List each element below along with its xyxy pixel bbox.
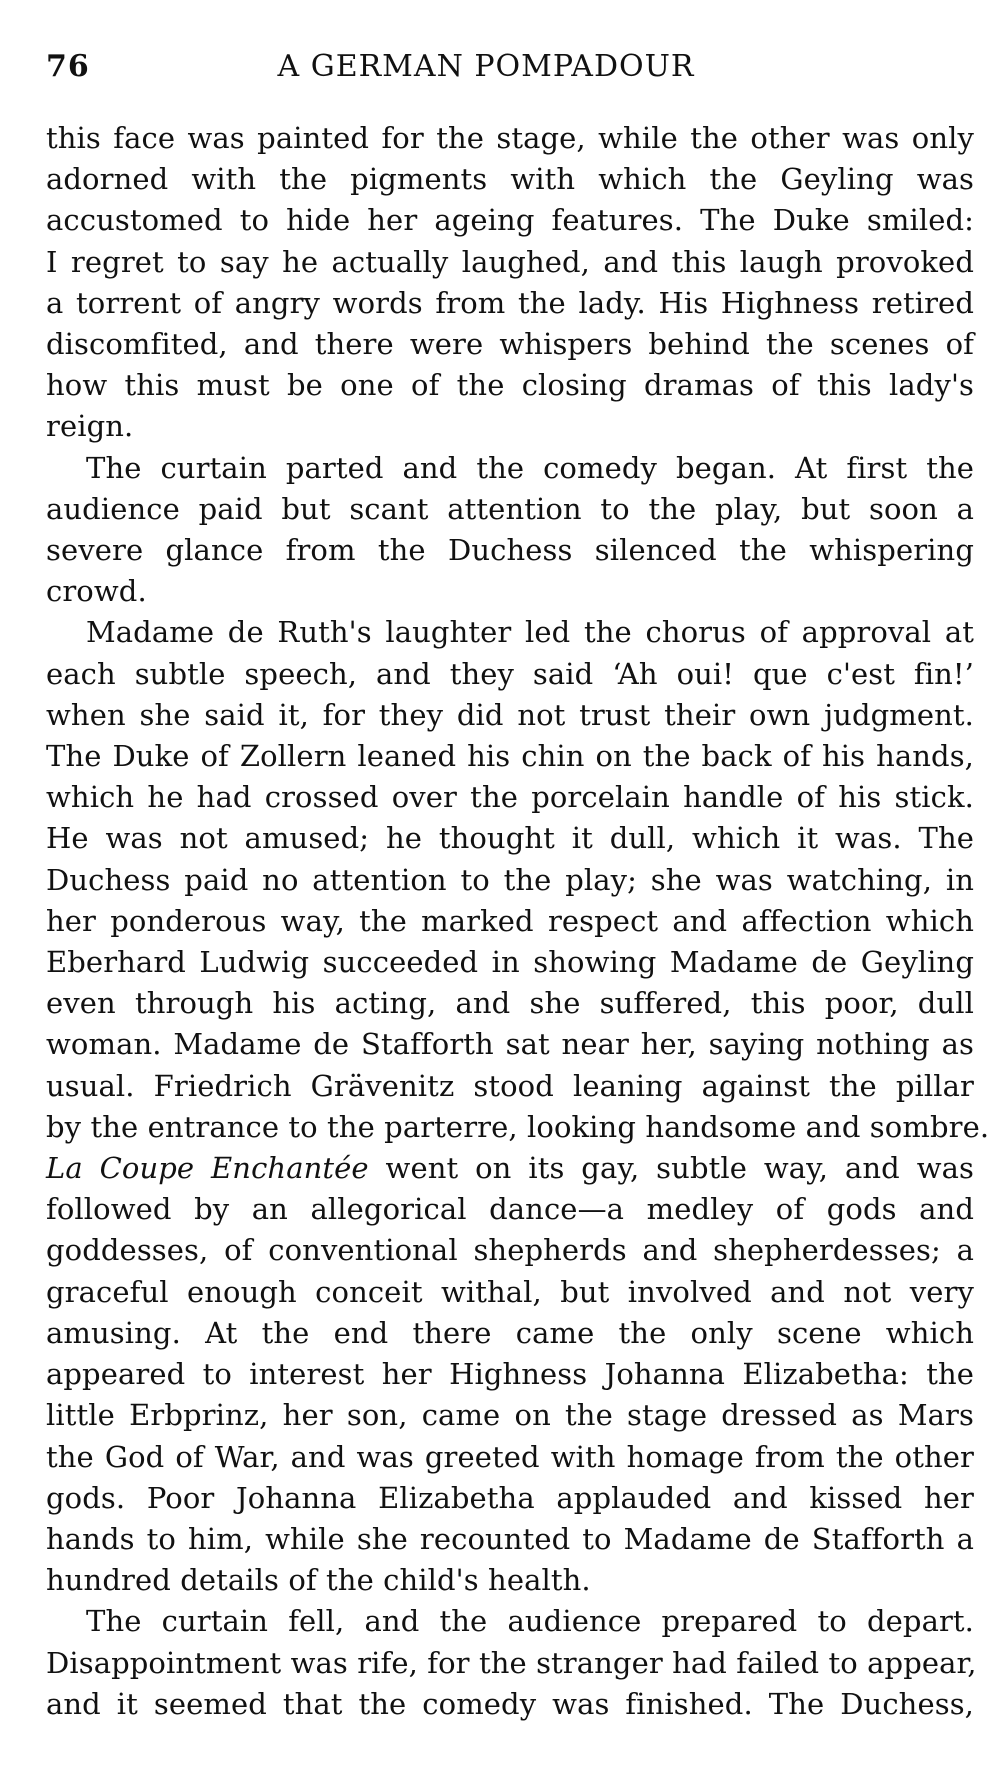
text-line: gods. Poor Johanna Elizabetha applauded and kissed her bbox=[46, 1480, 974, 1515]
text-line: The curtain fell, and the audience prepared to depart. bbox=[86, 1604, 974, 1639]
text-line: The curtain parted and the comedy began. At first the bbox=[86, 450, 974, 485]
text-line: severe glance from the Duchess silenced the whispering bbox=[46, 533, 974, 568]
text-line: this face was painted for the stage, while the other was only bbox=[46, 121, 974, 155]
text-line: Disappointment was rife, for the stranger had failed to appear, bbox=[46, 1645, 977, 1680]
page-header bbox=[46, 46, 946, 88]
running-head: A GERMAN POMPADOUR bbox=[277, 49, 695, 84]
text-line: goddesses, of conventional shepherds and shepherdesses; a bbox=[46, 1233, 974, 1268]
text-line: He was not amused; he thought it dull, which it was. The bbox=[46, 821, 974, 856]
text-line: a torrent of angry words from the lady. His Highness retired bbox=[46, 285, 974, 320]
text-line: crowd. bbox=[46, 574, 147, 609]
text-line: reign. bbox=[46, 409, 134, 444]
text-line: graceful enough conceit withal, but involved and not very bbox=[46, 1274, 974, 1309]
text-line: audience paid but scant attention to the play, but soon a bbox=[46, 491, 974, 526]
paragraph-2 bbox=[46, 448, 974, 613]
page-number: 76 bbox=[46, 49, 90, 84]
text-line: I regret to say he actually laughed, and this laugh provoked bbox=[46, 244, 974, 279]
paragraph-1 bbox=[46, 118, 974, 448]
text-line: appeared to interest her Highness Johanna Elizabetha: the bbox=[46, 1357, 974, 1392]
text-line: the God of War, and was greeted with homage from the other bbox=[46, 1439, 974, 1474]
text-line: Madame de Ruth's laughter led the chorus of approval at bbox=[86, 615, 974, 650]
text-line: The Duke of Zollern leaned his chin on the back of his hands, bbox=[46, 739, 974, 774]
text-line: followed by an allegorical dance—a medley of gods and bbox=[46, 1192, 974, 1227]
text-line: even through his acting, and she suffered, this poor, dull bbox=[46, 986, 974, 1021]
text-line-with-title bbox=[46, 1148, 974, 1189]
text-line: when she said it, for they did not trust their own judgment. bbox=[46, 697, 974, 732]
text-line: each subtle speech, and they said ‘Ah oui! que c'est fin!’ bbox=[46, 656, 974, 691]
text-line: discomfited, and there were whispers behind the scenes of bbox=[46, 327, 974, 362]
text-line: her ponderous way, the marked respect and affection which bbox=[46, 903, 974, 938]
text-line: and it seemed that the comedy was finished. The Duchess, bbox=[46, 1686, 974, 1721]
paragraph-4 bbox=[46, 1601, 977, 1725]
text-line: hands to him, while she recounted to Madame de Stafforth a bbox=[46, 1521, 974, 1556]
text-line: Eberhard Ludwig succeeded in showing Madame de Geyling bbox=[46, 945, 974, 980]
text-line: adorned with the pigments with which the Geyling was bbox=[46, 162, 974, 197]
text-line: amusing. At the end there came the only scene which bbox=[46, 1315, 974, 1350]
text-line: how this must be one of the closing dramas of this lady's bbox=[46, 368, 974, 403]
italic-title: La Coupe Enchantée bbox=[46, 1151, 369, 1186]
text-line: accustomed to hide her ageing features. The Duke smiled: bbox=[46, 203, 974, 238]
text-line: woman. Madame de Stafforth sat near her, saying nothing as bbox=[46, 1027, 974, 1062]
text-line: Duchess paid no attention to the play; she was watching, in bbox=[46, 862, 974, 897]
text-line: little Erbprinz, her son, came on the stage dressed as Mars bbox=[46, 1398, 974, 1433]
text-line: which he had crossed over the porcelain handle of his stick. bbox=[46, 780, 974, 815]
paragraph-3 bbox=[46, 612, 990, 1601]
text-line: by the entrance to the parterre, looking handsome and sombre. bbox=[46, 1109, 990, 1144]
text-fragment: went on its gay, subtle way, and was bbox=[368, 1151, 974, 1186]
text-line: hundred details of the child's health. bbox=[46, 1563, 591, 1598]
text-line: usual. Friedrich Grävenitz stood leaning against the pillar bbox=[46, 1068, 974, 1103]
body-text bbox=[46, 118, 990, 1725]
